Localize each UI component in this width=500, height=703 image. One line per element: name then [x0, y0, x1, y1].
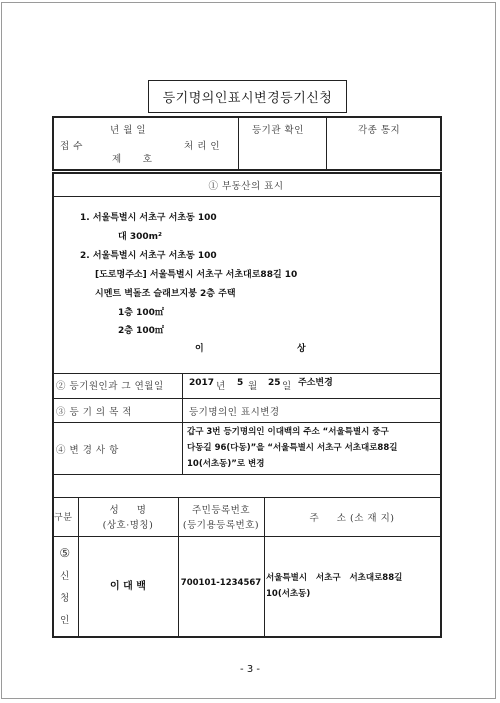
cause-row-top [52, 373, 442, 374]
applicant-col-name-1: 성 명 [109, 505, 147, 516]
reception-bottom-border [52, 169, 442, 171]
cause-label: ② 등기원인과 그 연월일 [56, 381, 164, 392]
cause-month: 5 [237, 378, 244, 388]
cause-day: 25 [268, 378, 281, 388]
applicant-side-char-1: ⑤ [59, 546, 71, 560]
reception-number-label: 제 호 [112, 154, 153, 165]
reception-processor-label: 처 리 인 [184, 141, 221, 152]
rows-label-divider [182, 373, 183, 474]
property-line-5: 시멘트 벽돌조 슬래브지붕 2층 주택 [95, 289, 236, 299]
purpose-row-top [52, 398, 442, 399]
reception-left-border [52, 116, 54, 171]
page-number: - 3 - [240, 664, 260, 675]
property-line-4: [도로명주소] 서울특별시 서초구 서초대로88길 10 [95, 270, 298, 280]
property-line-6: 1층 100㎡ [118, 308, 164, 318]
change-line-1: 갑구 3번 등기명의인 이대백의 주소 “서울특별시 중구 [187, 427, 389, 437]
applicant-side-char-3: 청 [60, 593, 70, 604]
applicant-side-char-4: 인 [60, 615, 70, 626]
reception-top-border [52, 116, 442, 118]
cause-text: 주소변경 [298, 378, 333, 388]
applicant-name: 이 대 백 [110, 581, 146, 592]
change-line-3: 10(서초동)”로 변경 [187, 459, 265, 469]
property-line-1: 1. 서울특별시 서초구 서초동 100 [80, 213, 217, 223]
change-line-2: 다동길 96(다동)”을 “서울특별시 서초구 서초대로88길 [187, 443, 398, 453]
cause-day-unit: 일 [282, 381, 292, 392]
reception-date-label: 년 월 일 [110, 125, 147, 136]
property-section-title: ① 부동산의 표시 [208, 181, 284, 192]
applicant-side-char-2: 신 [60, 571, 70, 582]
main-table-right-border [440, 172, 442, 638]
purpose-label: ③ 등 기 의 목 적 [56, 407, 132, 418]
cause-month-unit: 월 [248, 381, 258, 392]
property-line-3: 2. 서울특별시 서초구 서초동 100 [80, 251, 217, 261]
main-table-top-border [52, 172, 442, 174]
applicant-col-id-1: 주민등록번호 [191, 505, 251, 516]
property-end-right: 상 [297, 344, 306, 354]
applicant-col-address: 주 소 (소 재 지) [309, 513, 395, 524]
reception-check-label: 등기관 확인 [252, 125, 304, 136]
main-table-bottom-border [52, 636, 442, 638]
reception-receipt-label: 접 수 [60, 141, 83, 152]
property-title-divider [52, 196, 442, 197]
cause-year-unit: 년 [216, 381, 226, 392]
applicant-header-top [52, 497, 442, 498]
applicant-header-bottom [52, 536, 442, 537]
purpose-value: 등기명의인 표시변경 [189, 407, 280, 418]
property-line-7: 2층 100㎡ [118, 326, 164, 336]
property-line-2: 대 300m² [118, 232, 162, 242]
applicant-address-line-1: 서울특별시 서초구 서초대로88길 [266, 573, 403, 583]
change-row-top [52, 422, 442, 423]
reception-divider-1 [238, 116, 239, 169]
reception-divider-2 [326, 116, 327, 169]
applicant-col-id-2: (등기용등록번호) [182, 520, 260, 531]
applicant-col-kind: 구분 [54, 513, 73, 523]
cause-year: 2017 [189, 378, 215, 388]
change-label: ④ 변 경 사 항 [56, 445, 119, 456]
property-end-left: 이 [195, 344, 204, 354]
reception-notify-label: 각종 통지 [358, 125, 401, 136]
applicant-id-number: 700101-1234567 [180, 578, 262, 588]
reception-right-border [440, 116, 442, 171]
applicant-col-name-2: (상호·명칭) [102, 520, 154, 531]
applicant-address-line-2: 10(서초동) [266, 589, 311, 599]
form-title: 등기명의인표시변경등기신청 [148, 80, 347, 113]
change-row-bottom [52, 474, 442, 475]
